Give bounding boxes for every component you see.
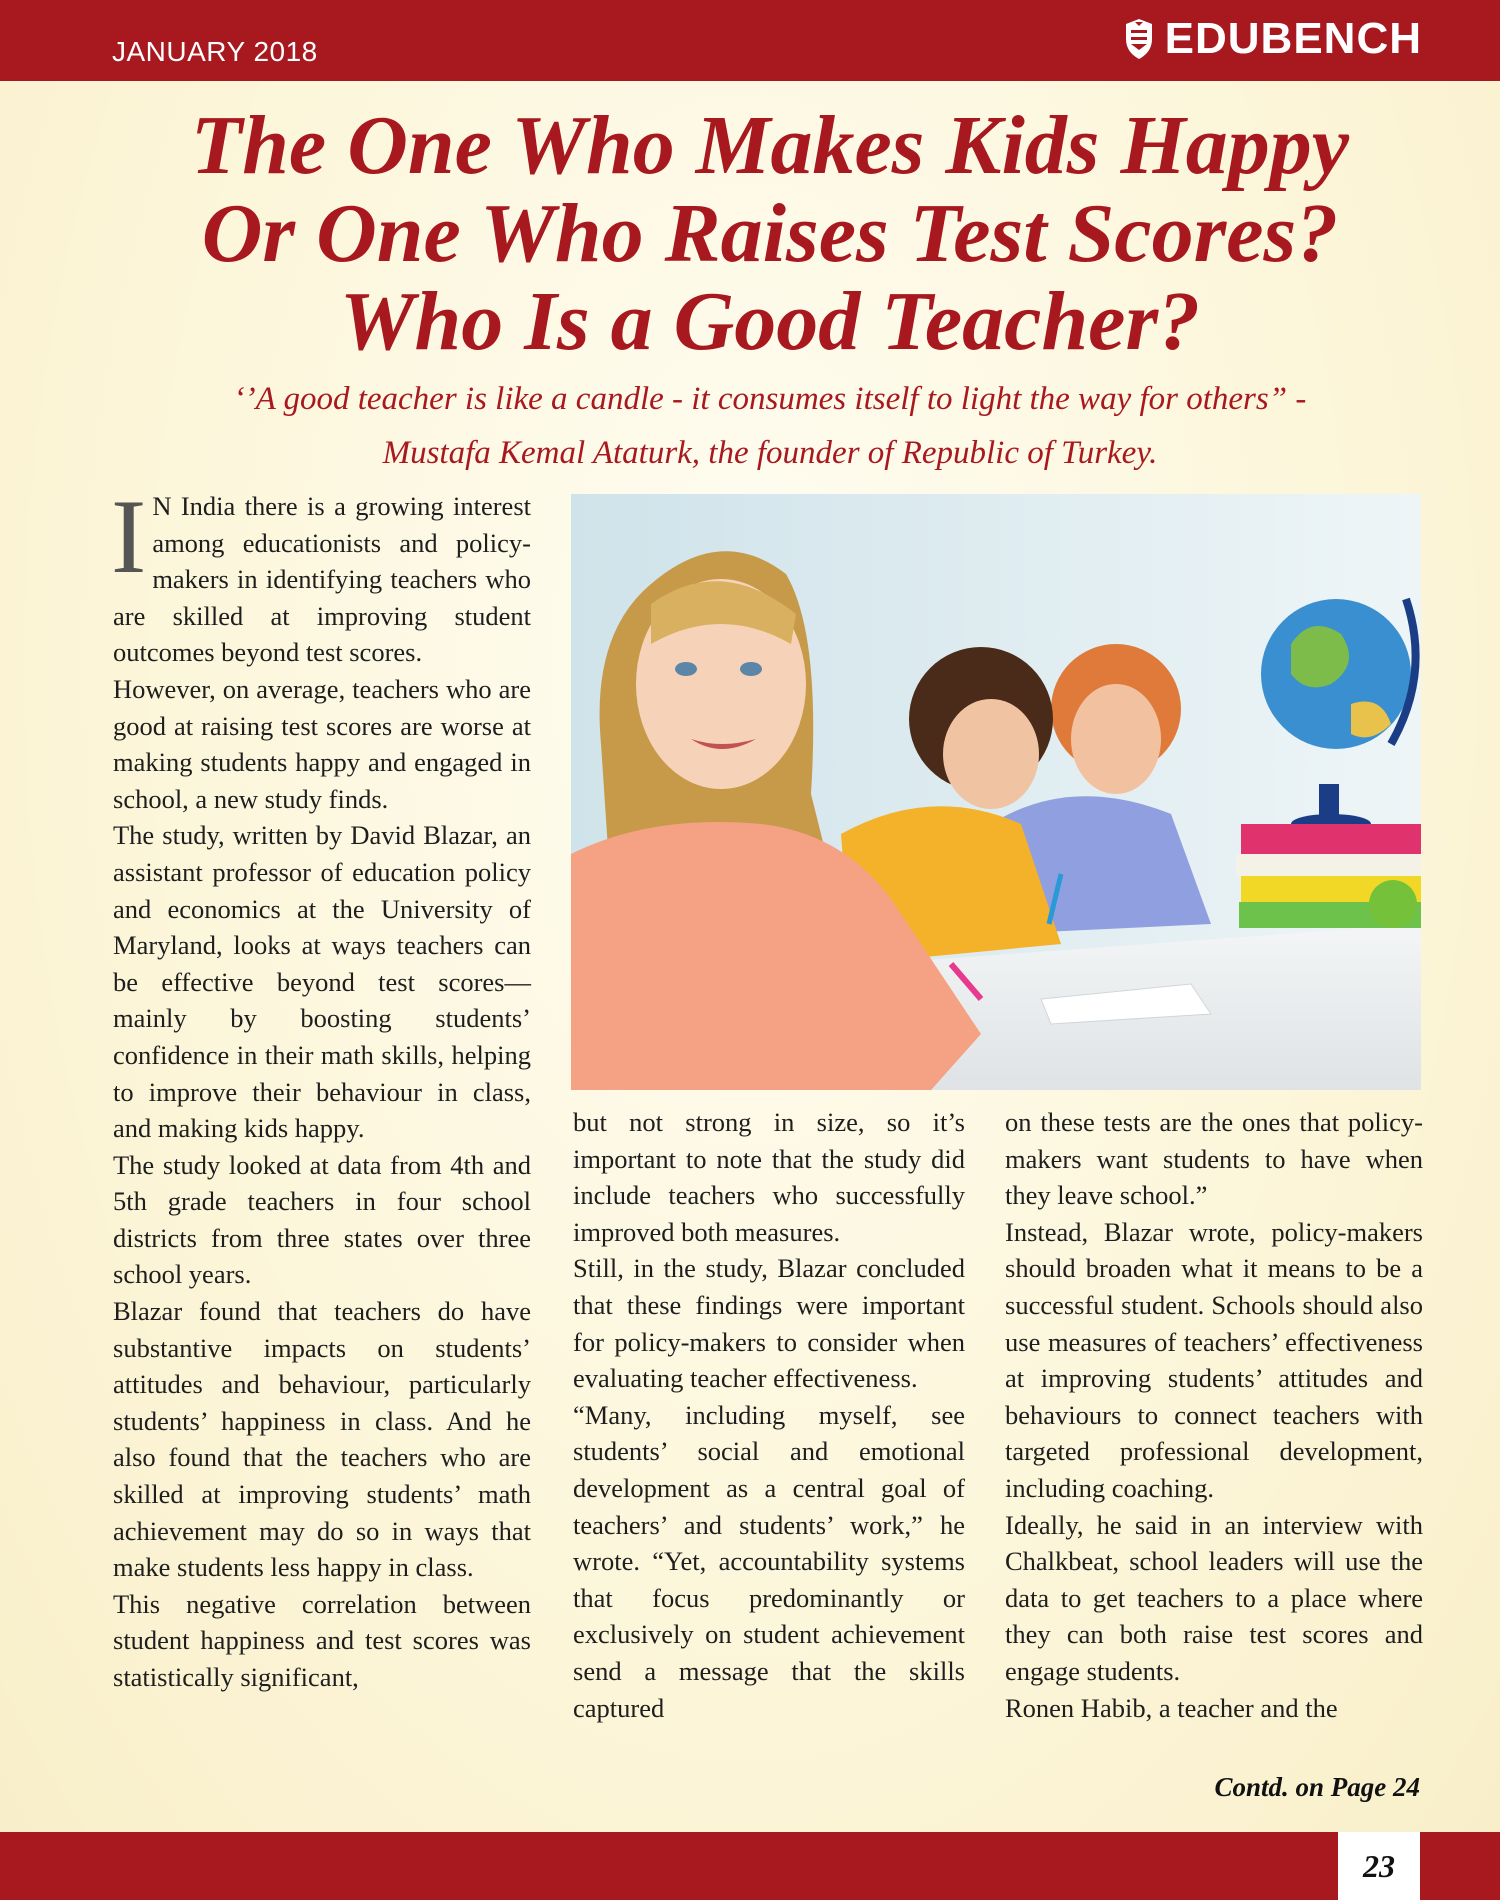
paragraph: Instead, Blazar wrote, policy-makers should broaden what it means to be a successful student. Schools should also use measures of teachers’ effectiveness at improving students’ attitudes and behaviours to connect teachers with targeted professional development, including coaching. (1005, 1216, 1423, 1503)
classroom-children-writing-photo (571, 494, 1421, 1090)
paragraph: Ideally, he said in an interview with Chalkbeat, school leaders will use the data to get teachers to a place where they can both raise test scores and engage students. (1005, 1509, 1423, 1686)
footer-bar (0, 1832, 1500, 1900)
brand-name: EDUBENCH (1164, 14, 1422, 63)
title-line: Who Is a Good Teacher? (339, 275, 1201, 368)
paragraph: on these tests are the ones that policy-makers want students to have when they leave school.” (1005, 1107, 1423, 1211)
paragraph: The study looked at data from 4th and 5th grade teachers in four school districts from three states over three school years. (113, 1149, 531, 1290)
continued-link[interactable]: Contd. on Page 24 (1214, 1772, 1420, 1802)
paragraph: N India there is a growing interest among educationists and policy-makers in identifying teachers who are skilled at improving student outcomes beyond test scores. (113, 491, 531, 668)
drop-cap: I (111, 478, 147, 595)
paragraph: Still, in the study, Blazar concluded that these findings were important for policy-makers to consider when evaluating teacher effectiveness. (573, 1253, 965, 1394)
paragraph: The study, written by David Blazar, an assistant professor of education policy and economics at the University of Maryland, looks at ways teachers can be effective beyond test scores—mainly by boosting students’ confidence in their math skills, helping to improve their behaviour in class, and making kids happy. (113, 820, 531, 1144)
quote-line: Mustafa Kemal Ataturk, the founder of Republic of Turkey. (382, 435, 1158, 471)
paragraph: but not strong in size, so it’s important to note that the study did include teachers who successfully improved both measures. (573, 1107, 965, 1247)
paragraph: “Many, including myself, see students’ social and emotional development as a central goal of teachers’ and students’ work,” he wrote. “Yet, accountability systems that focus predominantly or exclusively on student achievement send a message that the skills captured (573, 1399, 965, 1723)
paragraph: Ronen Habib, a teacher and the (1005, 1692, 1338, 1723)
page-number: 23 (1338, 1832, 1420, 1900)
title-line: Or One Who Raises Test Scores? (201, 187, 1339, 280)
article-column-3 (1005, 1104, 1423, 1726)
title-line: The One Who Makes Kids Happy (190, 99, 1350, 192)
paragraph: Blazar found that teachers do have substantive impacts on students’ attitudes and behaviour, particularly students’ happiness in class. And he also found that the teachers who are skilled at improving students’ math achievement may do so in ways that make students less happy in class. (113, 1296, 531, 1583)
paragraph: This negative correlation between student happiness and test scores was statistically significant, (113, 1588, 531, 1692)
article-column-1 (111, 478, 531, 1696)
issue-date: JANUARY 2018 (112, 36, 318, 67)
shield-logo-icon (1123, 17, 1155, 61)
brand-logo (1123, 14, 1422, 64)
article-title (60, 99, 1480, 368)
paragraph: However, on average, teachers who are good at raising test scores are worse at making students happy and engaged in school, a new study finds. (113, 673, 531, 814)
quote-line: ‘’A good teacher is like a candle - it consumes itself to light the way for others” - (233, 381, 1307, 417)
article-column-2 (573, 1104, 965, 1726)
epigraph-quote (60, 372, 1480, 480)
header-bar (0, 0, 1500, 81)
